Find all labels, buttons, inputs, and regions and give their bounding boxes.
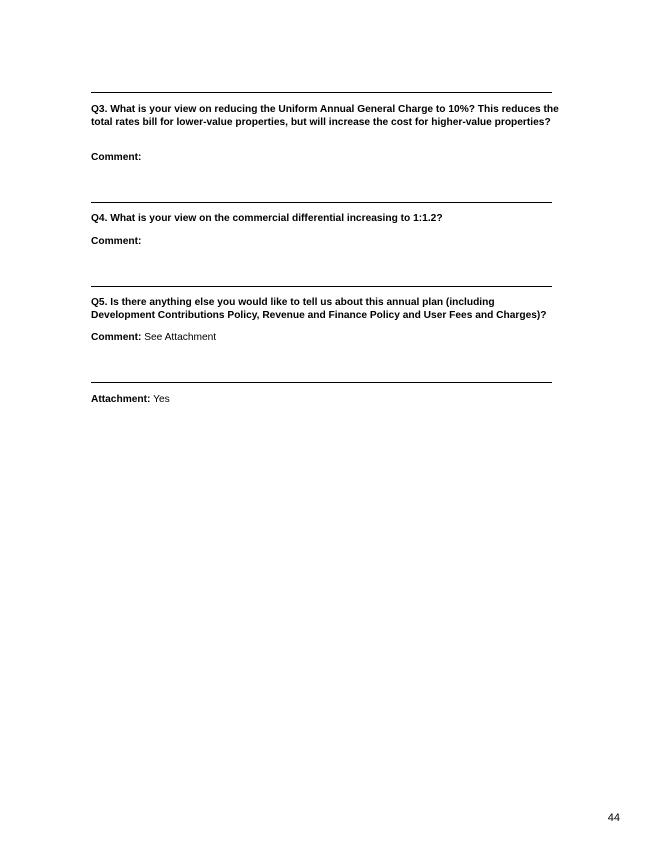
attachment-line: [91, 393, 170, 406]
question-q4: Q4. What is your view on the commercial differential increasing to 1:1.2?: [91, 213, 443, 224]
comment-q4: [91, 235, 141, 248]
section-divider: [91, 382, 552, 383]
attachment-label: Attachment:: [91, 394, 151, 405]
section-divider: [91, 92, 552, 93]
comment-q3: [91, 151, 141, 164]
comment-value: See Attachment: [144, 332, 217, 343]
comment-label: Comment:: [91, 332, 142, 343]
question-q5: Q5. Is there anything else you would like to tell us about this annual plan (including Development Contributions Policy, Revenue and Finance Policy and User Fees and Charges)?: [91, 297, 547, 321]
section-divider: [91, 286, 552, 287]
attachment-value: Yes: [153, 394, 170, 405]
page-number: 44: [607, 812, 620, 824]
section-divider: [91, 202, 552, 203]
comment-label: Comment:: [91, 152, 142, 163]
comment-label: Comment:: [91, 236, 142, 247]
comment-q5: [91, 331, 216, 344]
question-q3: Q3. What is your view on reducing the Uniform Annual General Charge to 10%? This reduces the total rates bill for lower-value properties, but will increase the cost for higher-value properties?: [91, 104, 559, 128]
